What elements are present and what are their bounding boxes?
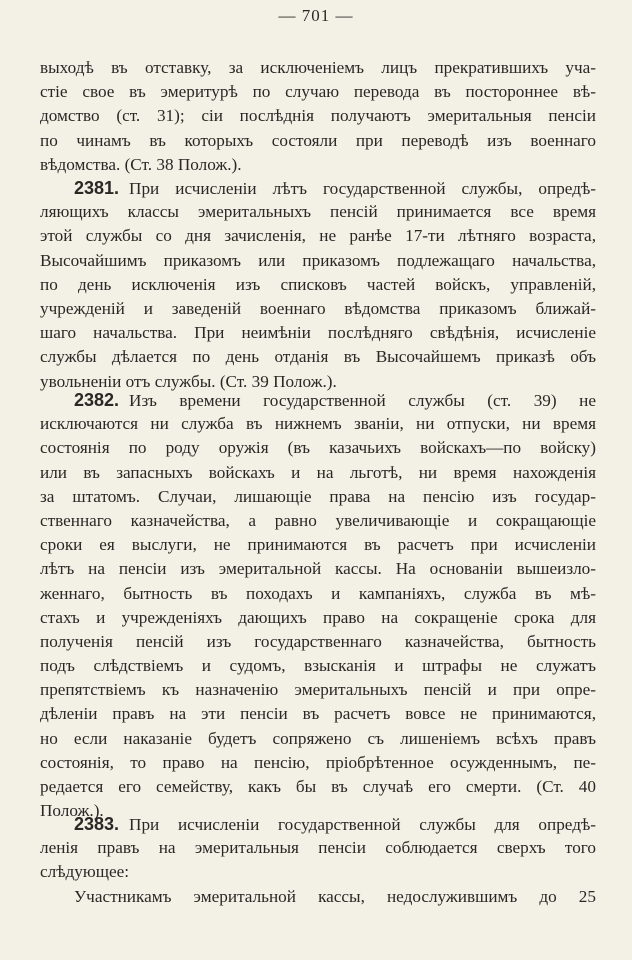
- text-line: препятствіемъ къ назначенію эмеритальныхъ пенсій и при опре-: [40, 680, 596, 700]
- text-line: по день исключенія изъ списковъ частей войскъ, управленій,: [40, 274, 596, 294]
- text-line: Полож.).: [40, 801, 104, 821]
- text-line: полученія пенсій изъ государственнаго казначейства, бытность: [40, 631, 596, 651]
- text-line: исключаются ни служба въ нижнемъ званіи, ни отпуски, ни время: [40, 414, 596, 434]
- text-line: домство (ст. 31); сіи послѣднія получаютъ эмеритальныя пенсіи: [40, 106, 596, 126]
- text-line: учрежденій и заведеній военнаго вѣдомства приказомъ ближай-: [40, 298, 596, 318]
- text-line: увольненіи отъ службы. (Ст. 39 Полож.).: [40, 371, 337, 391]
- text-line: этой службы со дня зачисленія, не ранѣе 17-ти лѣтняго возраста,: [40, 226, 596, 246]
- text-line: Изъ времени государственной службы (ст. 39) не: [129, 391, 596, 410]
- text-line: шаго начальства. При неимѣніи послѣдняго свѣдѣнія, исчисленіе: [40, 323, 596, 343]
- text-line: выходѣ въ отставку, за исключеніемъ лицъ прекратившихъ уча-: [40, 58, 596, 77]
- text-line: состоянія, то право на пенсію, пріобрѣтенное осужденнымъ, пе-: [40, 752, 596, 772]
- article-number: 2381.: [74, 178, 120, 198]
- article-number: 2382.: [74, 390, 120, 410]
- text-line: по чинамъ въ которыхъ состояли при переводѣ изъ военнаго: [40, 130, 596, 150]
- text-line: дѣленіи правъ на эти пенсіи въ расчетъ вовсе не принимаются,: [40, 704, 596, 724]
- text-line: Высочайшимъ приказомъ или приказомъ подлежащаго начальства,: [40, 250, 596, 270]
- continuation-paragraph: [40, 56, 596, 177]
- article-first-line: [40, 388, 596, 412]
- article-first-line: [40, 176, 596, 200]
- page-number: — 701 —: [278, 6, 354, 25]
- text-line: стіе свое въ эмеритурѣ по случаю перевода въ постороннее вѣ-: [40, 82, 596, 102]
- text-line: службы дѣлается по день отданія въ Высочайшемъ приказѣ объ: [40, 347, 596, 367]
- text-line: за штатомъ. Случаи, лишающіе права на пенсію изъ государ-: [40, 486, 596, 506]
- text-line: но если наказаніе будетъ сопряжено съ лишеніемъ всѣхъ правъ: [40, 728, 596, 748]
- text-line: редается его семейству, какъ бы въ случаѣ его смерти. (Ст. 40: [40, 777, 596, 796]
- text-line: или въ запасныхъ войскахъ и на льготѣ, ни время нахожденія: [40, 462, 596, 482]
- text-line: При исчисленіи лѣтъ государственной службы, опредѣ-: [129, 179, 596, 198]
- article-2382: [40, 388, 596, 823]
- article-first-line: [40, 812, 596, 836]
- text-line: слѣдующее:: [40, 862, 129, 882]
- text-line: Участникамъ эмеритальной кассы, недослужившимъ до 25: [74, 886, 596, 906]
- article-2381: [40, 176, 596, 394]
- text-line: ленія правъ на эмеритальныя пенсіи соблюдается сверхъ того: [40, 838, 596, 858]
- text-line: лѣтъ на пенсіи изъ эмеритальной кассы. На основаніи вышеизло-: [40, 559, 596, 579]
- text-line: состоянія по роду оружія (въ казачьихъ войскахъ—по войску): [40, 438, 596, 458]
- article-2383: [40, 812, 596, 909]
- text-line: сроки ея выслуги, не принимаются въ расчетъ при исчисленіи: [40, 535, 596, 555]
- text-line: вѣдомства. (Ст. 38 Полож.).: [40, 154, 242, 174]
- article-number: 2383.: [74, 814, 120, 834]
- text-line: ственнаго казначейства, а равно увеличивающіе и сокращающіе: [40, 510, 596, 530]
- text-line: ляющихъ классы эмеритальныхъ пенсій принимается все время: [40, 202, 596, 222]
- text-line: При исчисленіи государственной службы для опредѣ-: [129, 815, 596, 834]
- text-line: стахъ и учрежденіяхъ дающихъ право на сокращеніе срока для: [40, 607, 596, 627]
- text-line: подъ слѣдствіемъ и судомъ, взысканія и штрафы не служатъ: [40, 656, 596, 676]
- text-line: женнаго, бытность въ походахъ и кампаніяхъ, служба въ мѣ-: [40, 583, 596, 603]
